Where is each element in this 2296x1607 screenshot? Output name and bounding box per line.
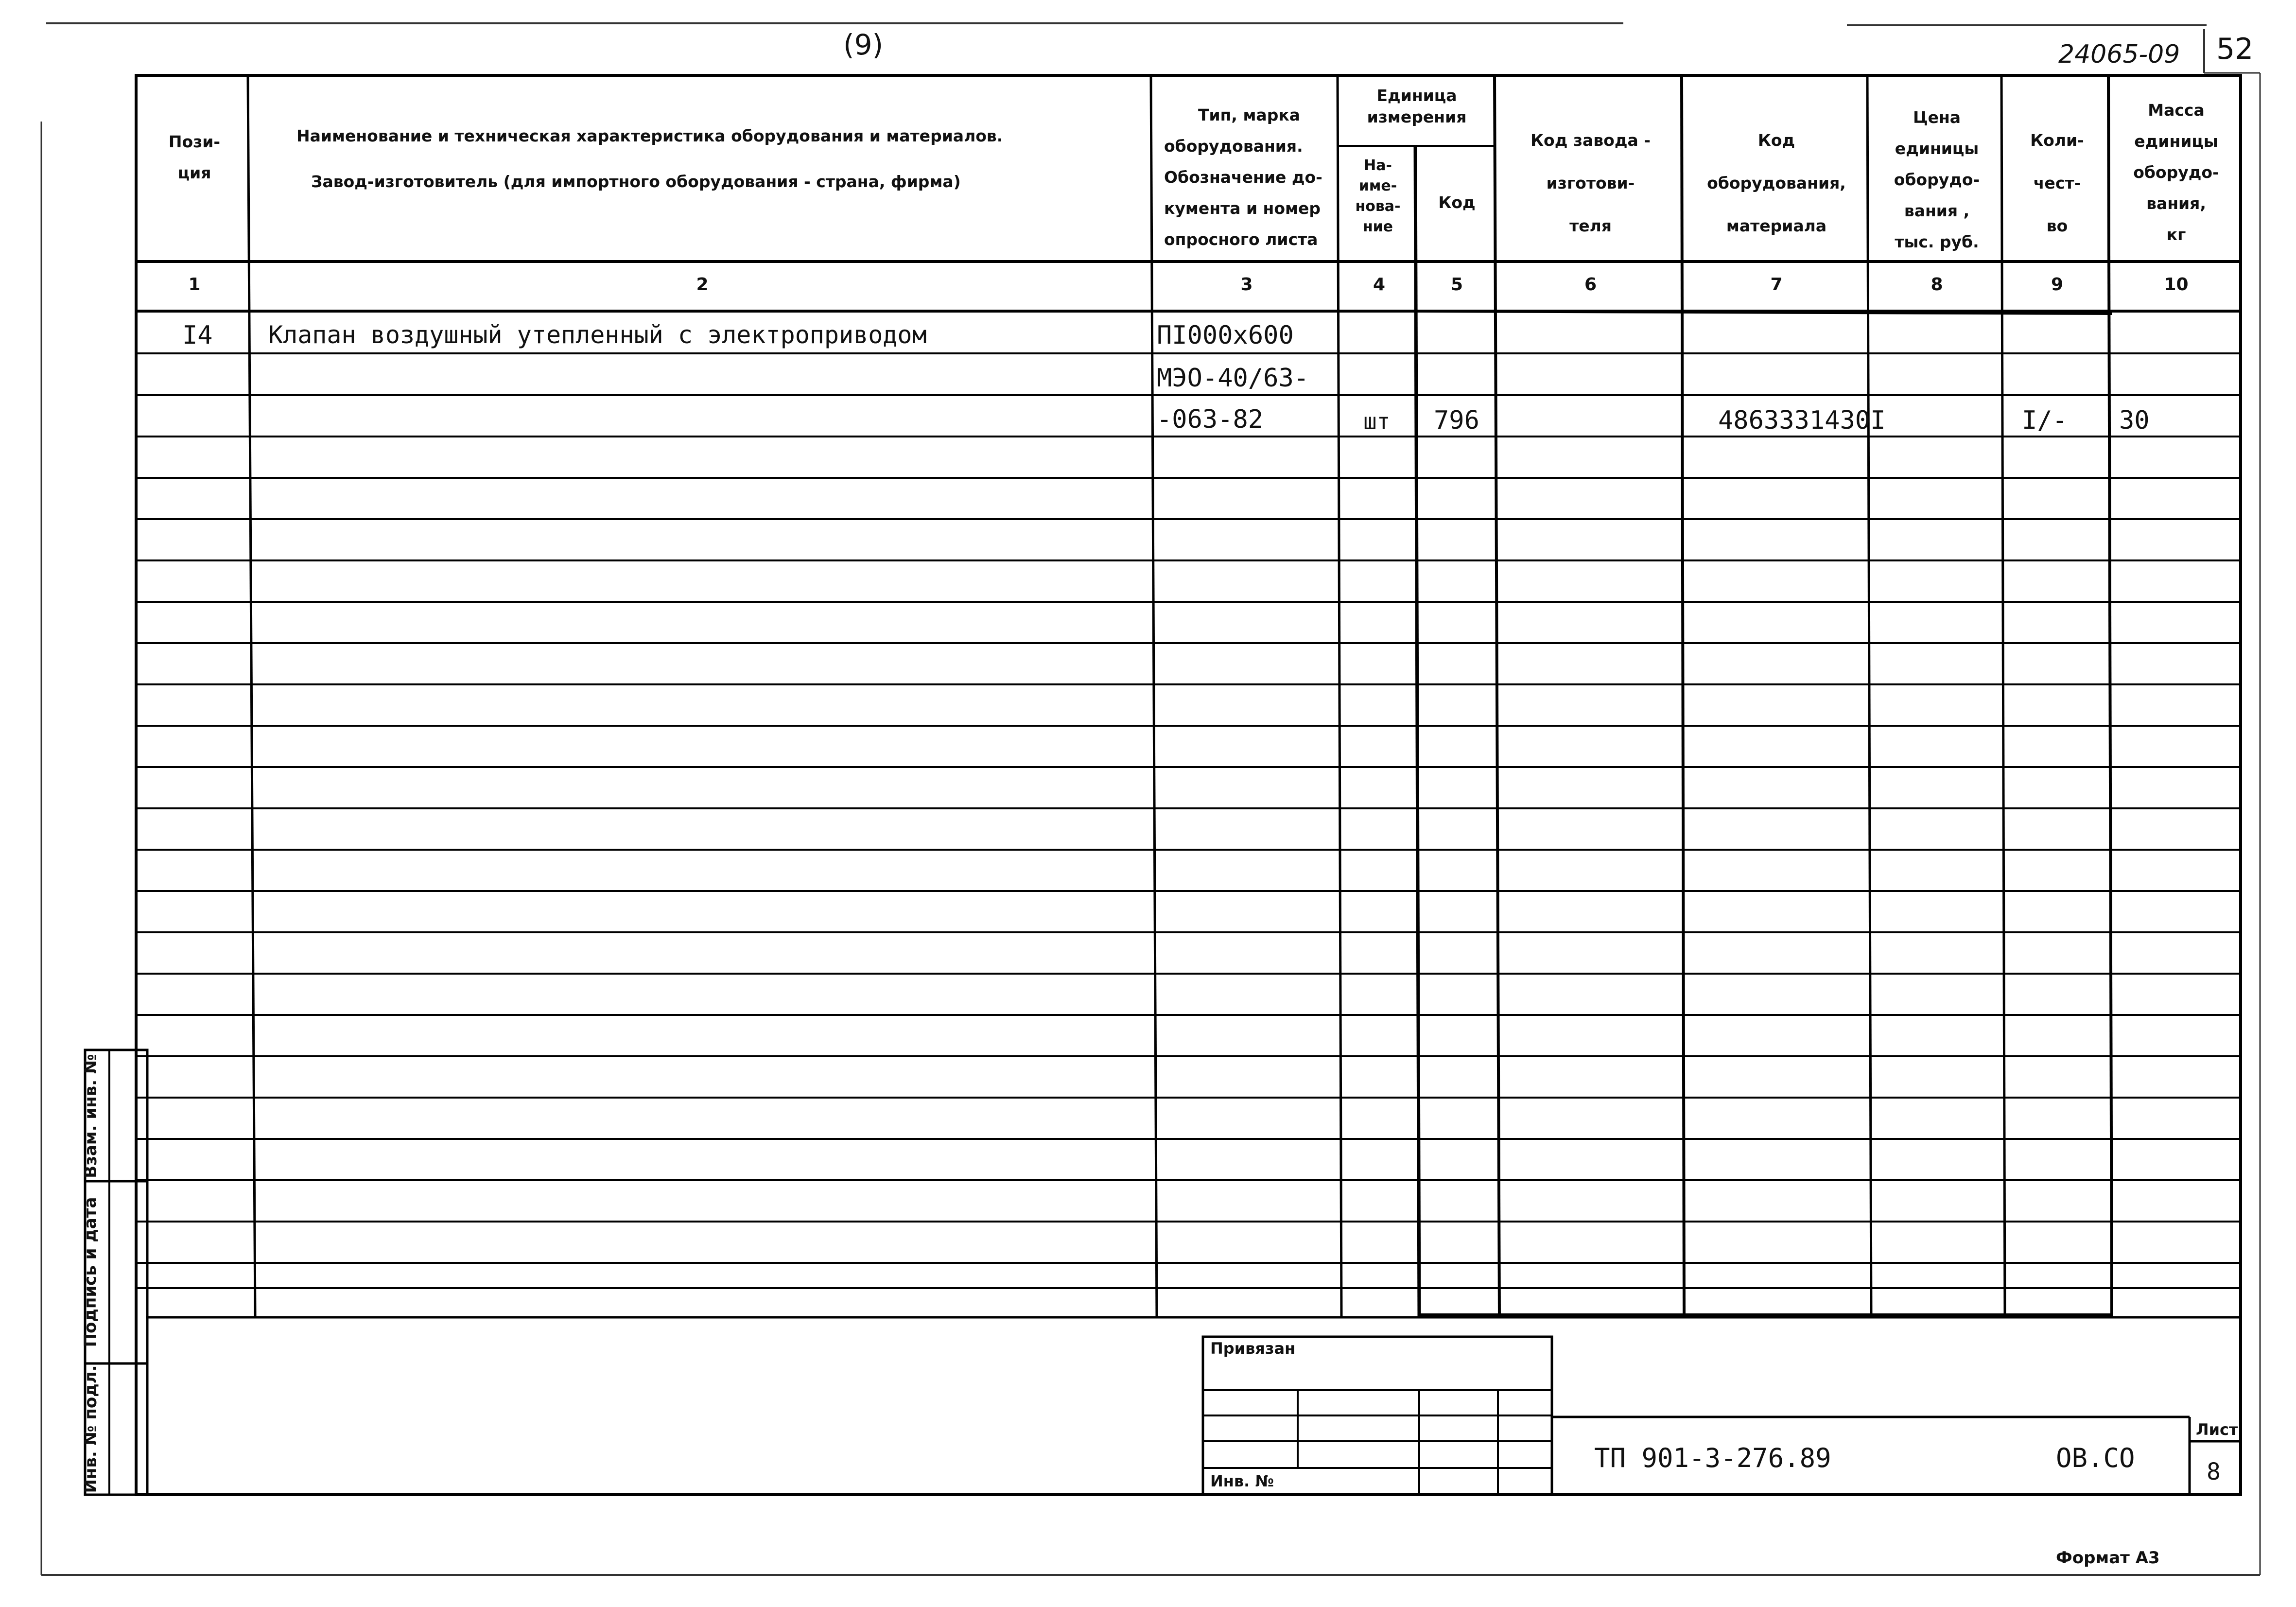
header-price-line: вания , (1904, 201, 1970, 220)
header-qty-line: Коли- (2030, 131, 2084, 150)
header-unit-group-line: измерения (1367, 107, 1467, 126)
stamp-sheet-number: 8 (2207, 1458, 2221, 1485)
header-type-line: Тип, марка (1198, 105, 1300, 124)
header-factory-code-line: теля (1569, 216, 1612, 235)
header-unit-name-line: нова- (1355, 198, 1401, 215)
col-number: 3 (1240, 275, 1253, 295)
row-3-code: 796 (1434, 406, 1479, 435)
header-mass-line: вания, (2146, 194, 2206, 213)
header-name-line: Наименование и техническая характеристика оборудования и материалов. (296, 126, 1003, 145)
header-price-line: оборудо- (1894, 170, 1980, 189)
header-qty-line: во (2046, 216, 2068, 235)
col-number: 7 (1770, 275, 1783, 295)
header-unit-name-line: ние (1362, 218, 1393, 235)
header-unit-name-line: име- (1358, 177, 1397, 194)
side-label-vzam: Взам. инв. № (81, 1054, 101, 1178)
row-3-qty: I/- (2022, 406, 2068, 435)
header-pos-line: Пози- (168, 132, 221, 151)
row-3-type: -063-82 (1157, 405, 1264, 434)
col-number: 10 (2164, 275, 2189, 295)
stamp-sheet-label: Лист (2196, 1420, 2238, 1439)
header-type-line: опросного листа (1164, 230, 1318, 249)
header-factory-code-line: Код завода - (1531, 131, 1651, 150)
corner-mark: 52 (2216, 32, 2254, 66)
header-price-line: единицы (1895, 139, 1979, 158)
header-mass-line: Масса (2148, 101, 2205, 120)
row-3-equip: 4863331430I (1718, 406, 1886, 435)
header-type-line: Обозначение до- (1164, 168, 1322, 187)
header-mass-line: оборудо- (2133, 163, 2219, 182)
stamp-code: ОВ.СО (2056, 1443, 2135, 1473)
header-mass-line: единицы (2134, 132, 2218, 151)
stamp-designation: ТП 901-3-276.89 (1594, 1443, 1831, 1473)
col-number: 5 (1450, 275, 1463, 295)
doc-number: 24065-09 (2058, 40, 2180, 69)
header-factory-code-line: изготови- (1546, 174, 1635, 192)
row-1-name: Клапан воздушный утепленный с электроприводом (268, 321, 927, 349)
col-number: 2 (696, 275, 709, 295)
header-unit-name-line: На- (1364, 157, 1392, 174)
col-number: 1 (188, 275, 201, 295)
row-3-mass: 30 (2119, 406, 2150, 435)
stamp-inv-no: Инв. № (1210, 1472, 1274, 1490)
header-price-line: Цена (1913, 108, 1961, 127)
header-price-line: тыс. руб. (1895, 232, 1979, 251)
header-qty-line: чест- (2033, 174, 2081, 192)
col-number: 9 (2051, 275, 2064, 295)
header-pos-line: ция (177, 163, 211, 182)
row-3-unit: шт (1363, 408, 1391, 435)
header-equip-code-line: Код (1757, 131, 1795, 150)
page-mark: (9) (843, 28, 884, 61)
header-mass-line: кг (2166, 225, 2186, 244)
header-unit-group-line: Единица (1376, 86, 1457, 105)
header-equip-code-line: оборудования, (1707, 174, 1846, 192)
side-label-podpis: Подпись и дата (81, 1197, 100, 1347)
header-name-line: Завод-изготовитель (для импортного оборудования - страна, фирма) (311, 172, 961, 191)
row-1-pos: I4 (182, 321, 213, 350)
format-label: Формат А3 (2056, 1548, 2160, 1568)
col-number: 6 (1584, 275, 1597, 295)
col-number: 4 (1373, 275, 1386, 295)
header-type-line: кумента и номер (1164, 199, 1321, 218)
header-equip-code-line: материала (1726, 216, 1827, 235)
header-type-line: оборудования. (1164, 137, 1303, 156)
stamp-privyazan: Привязан (1210, 1339, 1296, 1358)
col-number: 8 (1931, 275, 1943, 295)
row-2-type: МЭО-40/63- (1157, 364, 1309, 393)
side-label-inv-podl: Инв. № подл. (81, 1365, 101, 1493)
header-unit-code: Код (1438, 193, 1476, 212)
row-1-type: ПI000x600 (1157, 321, 1294, 350)
